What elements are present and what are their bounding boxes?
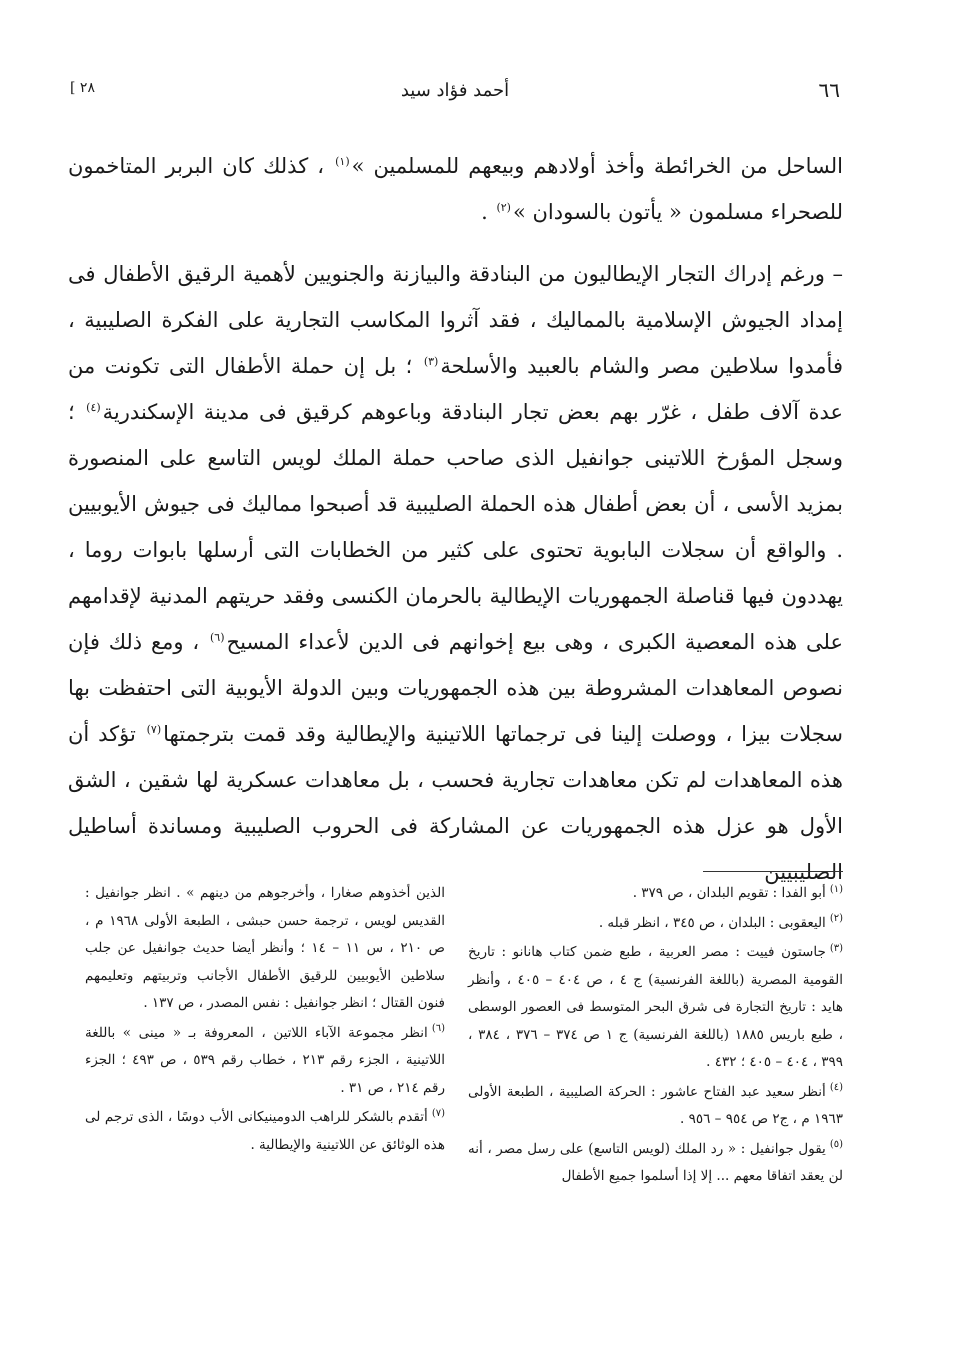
footnote-text: أتقدم بالشكر للراهب الدومينيكانى الأب دوسًا ، الذى ترجم لى هذه الوثائق عن اللاتينية والإيطالية . [85,1109,445,1153]
running-header [70,78,840,108]
footnote-text: اليعقوبى : البلدان ، ص ٣٤٥ ، انظر قبله . [598,914,826,931]
paragraph [68,143,843,235]
footnote-number: (٢) [829,913,843,924]
footnote-ref: (٧) [146,723,162,736]
footnote-ref: (٦) [210,631,225,644]
footnote-text: أنظر سعيد عبد الفتاح عاشور : الحركة الصليبية ، الطبعة الأولى ١٩٦٣ م ، ج٢ ص ٩٥٤ – ٩٥٦ . [468,1083,843,1127]
text-run: ، ومع ذلك فإن نصوص المعاهدات المشروطة بين هذه الجمهوريات وبين الدولة الأيوبية التى احتفظت بها سجلات بيزا ، ووصلت إلينا فى ترجماتها اللاتينية والإيطالية وقد قمت بترجمتها [68,630,843,746]
footnote-number: (٥) [829,1139,843,1150]
bracket-ref: [ ٢٨ [70,80,95,96]
page-number: ٦٦ [818,78,840,102]
text-run: تؤكد أن هذه المعاهدات لم تكن معاهدات تجارية فحسب ، بل معاهدات عسكرية لها شقين ، الشق الأول هو عزل هذه الجمهوريات عن المشاركة فى الحروب الصليبية ومساندة أساطيل الصليبيين [68,722,843,884]
footnotes-right-column [468,880,843,1193]
footnote-ref: (١) [335,155,350,168]
text-run: – ورغم إدراك التجار الإيطاليون من البنادقة والبيازنة والجنويين لأهمية الرقيق الأطفال فى إمداد الجيوش الإسلامية بالمماليك ، فقد آثروا المكاسب التجارية على الفكرة الصليبية ، فأمدوا سلاطين مصر والشام بالعبيد والأسلحة [68,262,843,378]
footnote [85,1104,445,1159]
footnote-text: انظر مجموعة الآباء اللاتين ، المعروفة بـ « مينى » باللغة اللاتينية ، الجزء رقم ٢١٣ ، خطاب رقم ٥٣٩ ، ص ٤٩٣ ؛ الجزء رقم ٢١٤ ، ص ٣١ . [85,1024,445,1096]
text-run: الساحل من الخرائطة وأخذ أولادهم وبيعهم للمسلمين » [351,154,843,178]
footnote-number: (٣) [829,942,843,954]
main-text [68,143,843,895]
footnote [468,1136,843,1191]
footnote-number: (٦) [431,1023,445,1034]
footnote-text: يقول جوانفيل : « رد الملك (لويس التاسع) على رسل مصر ، أنه لن يعقد اتفاقا معهم ... إلا إذا أسلموا جميع الأطفال [468,1140,843,1184]
footnote-number: (٤) [829,1082,843,1093]
text-run: ؛ وسجل المؤرخ اللاتينى جوانفيل الذى صاحب حملة الملك لويس التاسع على المنصورة بمزيد الأسى ، أن بعض أطفال هذه الحملة الصليبية قد أصبحوا مماليك فى جيوش الأيوبيين . والواقع أن سجلات البابوية تحتوى على كثير من الخطابات التى أرسلها بابوات روما ، يهددون فيها قناصلة الجمهوريات الإيطالية بالحرمان الكنسى وفقد حريتهم المدنية لإقدامهم على هذه المعصية الكبرى ، وهى بيع إخوانهم فى الدين لأعداء المسيح [68,400,843,654]
running-title: أحمد فؤاد سيد [400,80,510,101]
footnote [468,880,843,908]
footnotes-left-column [85,880,445,1161]
paragraph [68,251,843,895]
footnote-number: (٧) [431,1107,445,1119]
footnote [85,880,445,1018]
footnote-text: جاستون فييت : مصر العربية ، طبع ضمن كتاب هانانو : تاريخ القومية المصرية (باللغة الفرنسية) ج ٤ ، ص ٤٠٤ – ٤٠٥ ، وأنظر هايد : تاريخ التجارة فى شرق البحر المتوسط فى العصور الوسطى ، طبع باريس ١٨٨٥ (باللغة الفرنسية) ج ١ ص ٣٧٤ – ٣٧٦ ، ٣٨٤ ، ٣٩٩ ، ٤٠٤ – ٤٠٥ ؛ ٤٣٢ . [468,944,843,1070]
footnote-text: أبو الفدا : تقويم البلدان ، ص ٣٧٩ . [632,885,826,901]
text-run: . [481,200,495,224]
footnote-text: الذين أخذوهم صغارا ، وأخرجوهم من دينهم » . انظر جوانفيل : القديس لويس ، ترجمة حسن حبشى ، الطبعة الأولى ١٩٦٨ م ، ص ٢١٠ ، س ١١ – ١٤ ؛ وأنظر أيضا حديث جوانفيل عن جلب سلاطين الأيوبيين للرقيق الأطفال الأجانب وتربيتهم وتعليمهم فنون القتال ؛ انظر جوانفيل : نفس المصدر ، ص ١٣٧ . [85,885,445,1011]
footnote [468,939,843,1077]
footnote-separator [703,871,843,872]
footnote-ref: (٢) [496,201,511,214]
footnote-ref: (٤) [86,401,101,414]
footnote [468,910,843,938]
footnote [85,1020,445,1103]
footnote [468,1079,843,1134]
footnote-number: (١) [829,883,843,895]
text-run: ؛ بل إن حملة الأطفال التى تكونت من عدة آلاف طفل ، غرّر بهم بعض تجار البنادقة وباعوهم كرقيق فى مدينة الإسكندرية [68,354,843,424]
text-run: ، كذلك كان البربر المتاخمون للصحراء مسلمون « يأتون بالسودان » [68,154,843,224]
footnote-ref: (٣) [423,355,439,368]
